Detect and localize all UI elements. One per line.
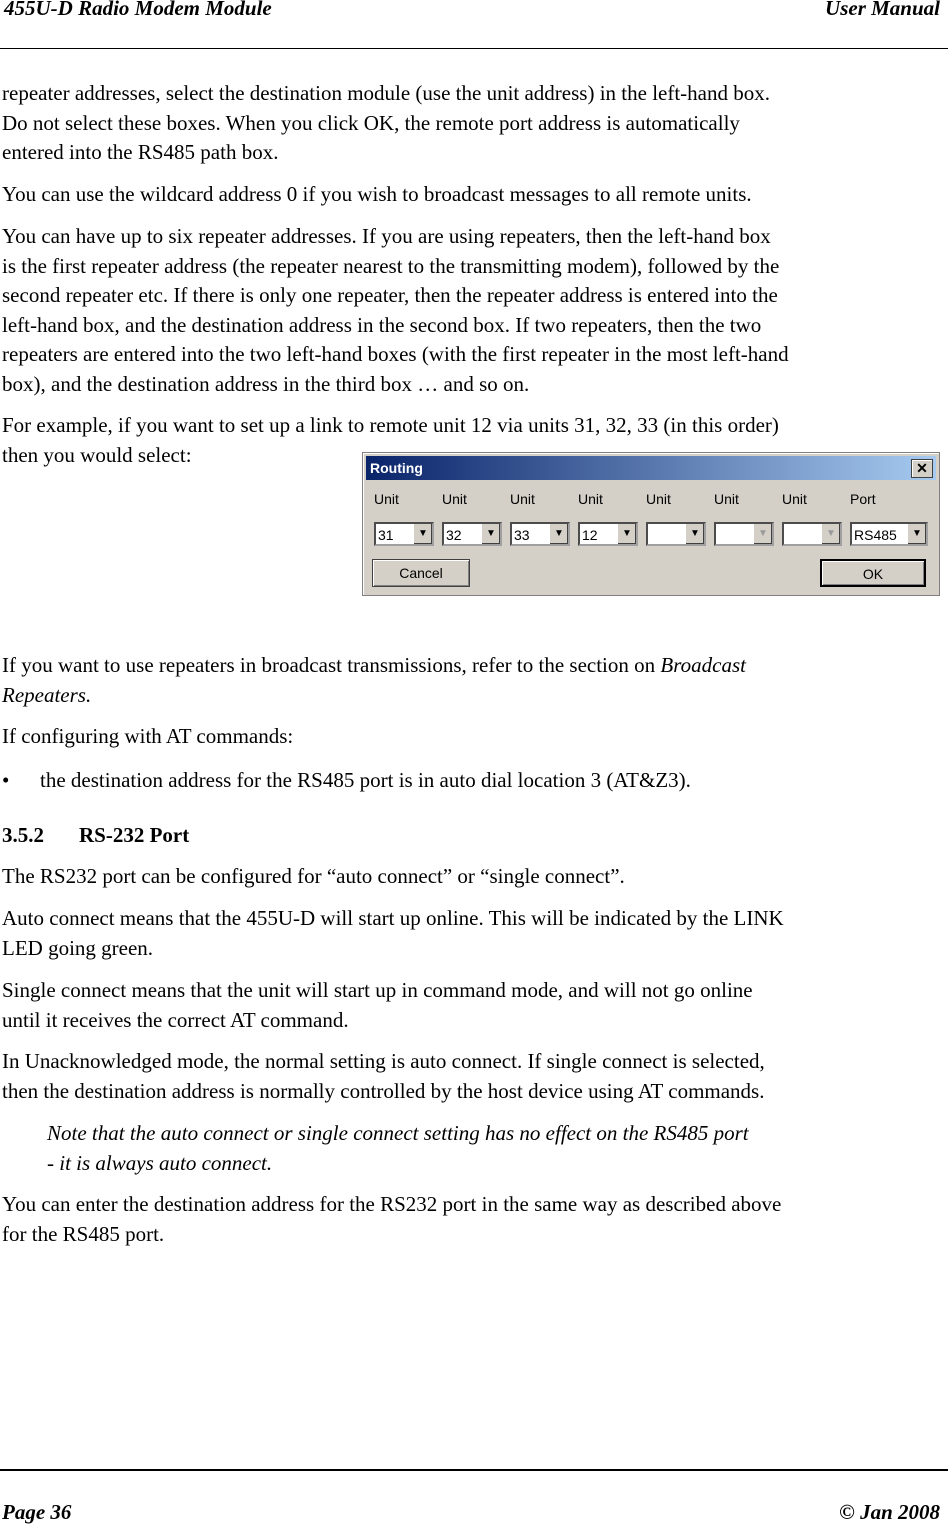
section-heading <box>2 821 190 851</box>
bullet-text: the destination address for the RS485 port is in auto dial location 3 (AT&Z3). <box>40 768 691 792</box>
unit-label: Unit <box>510 491 535 507</box>
heading-title: RS-232 Port <box>79 823 190 847</box>
dropdown-arrow-icon: ▼ <box>821 524 840 544</box>
paragraph-rs232: The RS232 port can be configured for “auto connect” or “single connect”. <box>2 864 625 888</box>
line: - it is always auto connect. <box>47 1150 273 1175</box>
header-title: 455U-D Radio Modem Module <box>4 0 272 20</box>
dropdown-arrow-icon[interactable]: ▼ <box>549 524 568 544</box>
paragraph-unacknowledged <box>2 1047 765 1106</box>
unit-3-select[interactable] <box>510 522 570 546</box>
paragraph-wildcard <box>2 180 752 210</box>
line: then the destination address is normally controlled by the host device using AT commands. <box>2 1078 765 1103</box>
unit-6-select[interactable] <box>714 522 774 546</box>
dropdown-arrow-icon[interactable]: ▼ <box>907 524 926 544</box>
line: You can have up to six repeater addresses. If you are using repeaters, then the left-hand box <box>2 224 771 248</box>
dropdown-arrow-icon[interactable]: ▼ <box>617 524 636 544</box>
paragraph-at-commands: If configuring with AT commands: <box>2 724 294 748</box>
line: You can use the wildcard address 0 if you wish to broadcast messages to all remote units. <box>2 182 752 206</box>
line: You can enter the destination address for the RS232 port in the same way as described above <box>2 1192 782 1216</box>
port-select[interactable] <box>850 522 928 546</box>
paragraph-repeater-addresses <box>2 79 770 168</box>
heading-number: 3.5.2 <box>2 823 44 847</box>
value: 33 <box>514 527 530 543</box>
value: 12 <box>582 527 598 543</box>
line: box), and the destination address in the third box … and so on. <box>2 371 530 396</box>
paragraph-broadcast <box>2 651 746 710</box>
port-label: Port <box>850 491 876 507</box>
unit-label: Unit <box>782 491 807 507</box>
value: 32 <box>446 527 462 543</box>
dropdown-arrow-icon[interactable]: ▼ <box>481 524 500 544</box>
routing-dialog <box>362 452 940 596</box>
section-reference: Repeaters. <box>2 682 92 707</box>
unit-2-select[interactable] <box>442 522 502 546</box>
line: left-hand box, and the destination address in the second box. If two repeaters, then the two <box>2 312 762 337</box>
value: 31 <box>378 527 394 543</box>
line: Auto connect means that the 455U-D will start up online. This will be indicated by the LINK <box>2 906 784 930</box>
line: Note that the auto connect or single connect setting has no effect on the RS485 port <box>47 1121 749 1145</box>
unit-label: Unit <box>578 491 603 507</box>
paragraph-single-connect <box>2 976 753 1035</box>
bullet-icon: • <box>2 768 10 792</box>
close-icon[interactable]: ✕ <box>911 459 933 478</box>
unit-7-select[interactable] <box>782 522 842 546</box>
line: Do not select these boxes. When you click OK, the remote port address is automatically <box>2 110 740 135</box>
footer-rule <box>0 1469 948 1471</box>
dialog-title-bar <box>366 456 936 480</box>
paragraph-auto-connect <box>2 904 784 963</box>
unit-5-select[interactable] <box>646 522 706 546</box>
dialog-title: Routing <box>370 460 423 476</box>
paragraph-six-repeaters <box>2 222 789 399</box>
line: entered into the RS485 path box. <box>2 140 279 164</box>
note <box>47 1119 749 1178</box>
line: second repeater etc. If there is only one repeater, then the repeater address is entered into the <box>2 283 778 307</box>
unit-label: Unit <box>646 491 671 507</box>
line: is the first repeater address (the repeater nearest to the transmitting modem), followed by the <box>2 253 780 278</box>
unit-1-select[interactable] <box>374 522 434 546</box>
line: repeater addresses, select the destination module (use the unit address) in the left-hand box. <box>2 81 770 105</box>
dropdown-arrow-icon[interactable]: ▼ <box>685 524 704 544</box>
line: If you want to use repeaters in broadcast transmissions, refer to the section on <box>2 653 661 677</box>
line: For example, if you want to set up a link to remote unit 12 via units 31, 32, 33 (in this order) <box>2 413 779 437</box>
line: then you would select: <box>2 442 192 467</box>
cancel-button[interactable]: Cancel <box>372 559 470 587</box>
header-manual: User Manual <box>825 0 940 20</box>
dropdown-arrow-icon: ▼ <box>753 524 772 544</box>
unit-label: Unit <box>374 491 399 507</box>
line: repeaters are entered into the two left-hand boxes (with the first repeater in the most left-hand <box>2 342 789 366</box>
unit-4-select[interactable] <box>578 522 638 546</box>
line: until it receives the correct AT command. <box>2 1007 349 1032</box>
unit-label: Unit <box>714 491 739 507</box>
dropdown-arrow-icon[interactable]: ▼ <box>413 524 432 544</box>
line: for the RS485 port. <box>2 1221 165 1246</box>
line: LED going green. <box>2 935 154 960</box>
value: RS485 <box>854 527 897 543</box>
line: Single connect means that the unit will start up in command mode, and will not go online <box>2 978 753 1002</box>
header-rule <box>0 48 948 49</box>
ok-button[interactable]: OK <box>820 559 926 587</box>
page-number: Page 36 <box>2 1500 72 1524</box>
line: In Unacknowledged mode, the normal setting is auto connect. If single connect is selected, <box>2 1049 765 1073</box>
unit-label: Unit <box>442 491 467 507</box>
paragraph-rs232-address <box>2 1190 781 1249</box>
copyright-date: © Jan 2008 <box>839 1500 940 1524</box>
section-reference: Broadcast <box>660 653 746 677</box>
